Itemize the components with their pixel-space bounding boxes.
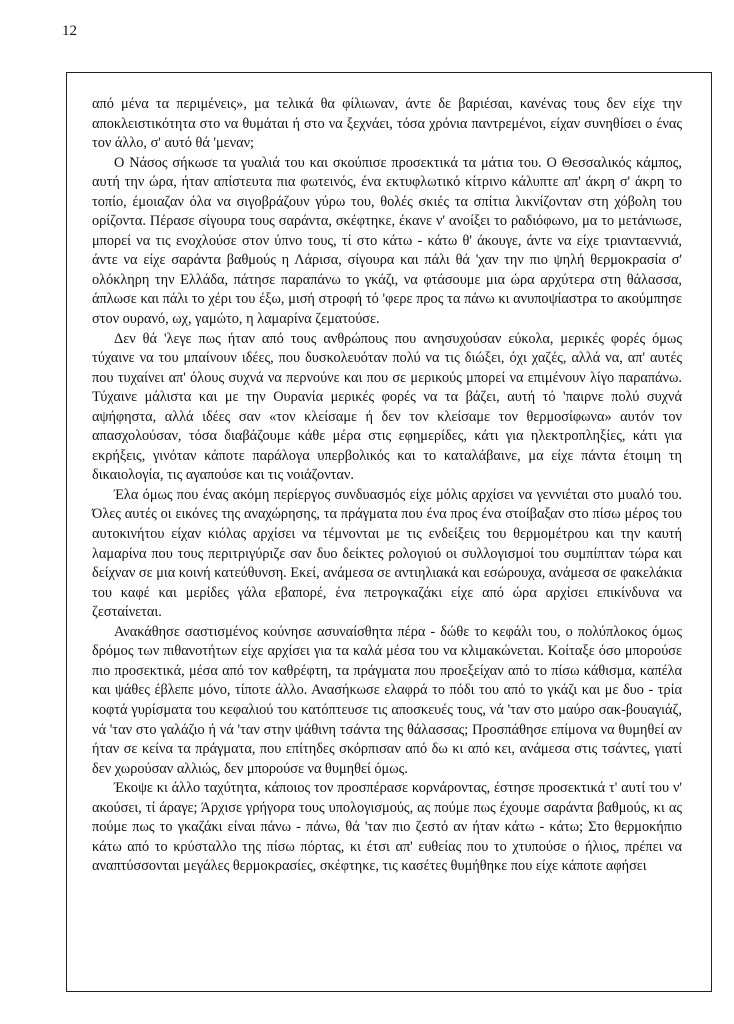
paragraph: Ο Νάσος σήκωσε τα γυαλιά του και σκούπισε προσεκτικά τα μάτια του. Ο Θεσσαλικός κάμπος, αυτή την ώρα, ήταν απίστευτα πια φωτεινός, ένα εκτυφλωτικό κίτρινο κάλυπτε απ' άκρη σ' άκρη το τοπίο, έμοιαζαν όλα να σιγοβράζουν γύρω του, θολές σκιές τα σπίτια λικνίζονταν στη χόβολη του ορίζοντα. Πέρασε σίγουρα τους σαράντα, σκέφτηκε, έκανε ν' ανοίξει το ραδιόφωνο, μα το μετάνιωσε, μπορεί να τις ενοχλούσε στον ύπνο τους, τί στο κάτω - κάτω θ' άκουγε, άντε να είχε τριανταεννιά, άντε να είχε σαράντα βαθμούς η Λάρισα, σίγουρα και πάλι θά 'χαν την πιο ψηλή θερμοκρασία σ' ολόκληρη την Ελλάδα, πάτησε παραπάνω το γκάζι, να φτάσουμε μια ώρα αρχύτερα στη θάλασσα, άπλωσε και πάλι το χέρι του έξω, μισή στροφή τό 'φερε προς τα πάνω κι ανυποψίαστρα το ακούμπησε στον ουρανό, ωχ, γαμώτο, η λαμαρίνα ζεματούσε. xyxy=(92,154,682,328)
body-text xyxy=(92,95,682,877)
paragraph: Δεν θά 'λεγε πως ήταν από τους ανθρώπους που ανησυχούσαν εύκολα, μερικές φορές όμως τύχαινε να του μπαίνουν ιδέες, που δυσκολευόταν πολύ να τις διώξει, όχι χαζές, αλλά να, απ' αυτές που τυχαίνει απ' όλους συχνά να περνούνε και που σε μερικούς μπορεί να επιμένουν λίγο παραπάνω. Τύχαινε μάλιστα και με την Ουρανία μερικές φορές να τα βάζει, αυτή τό 'παιρνε πολύ συχνά αψήφηστα, αλλά ιδέες σαν «τον κλείσαμε ή δεν τον κλείσαμε τον θερμοσίφωνα» αυτόν τον απασχολούσαν, τόσα διαβάζουμε κάθε μέρα στις εφημερίδες, κάτι για ηλεκτροπληξίες, κάτι για εκρήξεις, γινόταν κάποτε παράλογα υπερβολικός και το καταλάβαινε, μα είχε πάντα έτοιμη τη δικαιολογία, τις αγαπούσε και τις νοιάζονταν. xyxy=(92,330,682,484)
paragraph: Έκοψε κι άλλο ταχύτητα, κάποιος τον προσπέρασε κορνάροντας, έστησε προσεκτικά τ' αυτί του ν' ακούσει, τί άραγε; Άρχισε γρήγορα τους υπολογισμούς, ας πούμε πως έχουμε σαράντα βαθμούς, κι ας πούμε πως το γκαζάκι είναι πάνω - πάνω, θά 'ταν πιο ζεστό αν ήταν κάτω - κάτω; Στο θερμοκήπιο κάτω από το κρύσταλλο της πίσω πόρτας, κι έτσι απ' ευθείας που το χτυπούσε ο ήλιος, πρέπει να αναπτύσσονται μεγάλες θερμοκρασίες, σκέφτηκε, τις κασέτες θυμήθηκε που είχε κάποτε αφήσει xyxy=(92,780,682,875)
paragraph: Έλα όμως που ένας ακόμη περίεργος συνδυασμός είχε μόλις αρχίσει να γεννιέται στο μυαλό του. Όλες αυτές οι εικόνες της αναχώρησης, τα πράγματα που ένα προς ένα στοίβαξαν στο πίσω μέρος του αυτοκινήτου είχαν κιόλας αρχίσει να τέμνονται με τις ενδείξεις του θερμομέτρου και την καυτή λαμαρίνα που τους περιτριγύριζε σαν δυο δείκτες ρολογιού οι συλλογισμοί του συμπίπταν τώρα και δείχναν σε μια κοινή κατεύθυνση. Εκεί, ανάμεσα σε αντιηλιακά και εσώρουχα, ανάμεσα σε φακελάκια του καφέ και μερίδες γάλα εβαπορέ, ένα πετρογκαζάκι είχε από ώρα αρχίσει επικίνδυνα να ζεσταίνεται. xyxy=(92,486,682,621)
paragraph: από μένα τα περιμένεις», μα τελικά θα φίλιωναν, άντε δε βαριέσαι, κανένας τους δεν είχε την αποκλειστικότητα στο να θυμάται ή στο να ξεχνάει, τόσα χρόνια παντρεμένοι, είχαν συνηθίσει ο ένας τον άλλο, σ' αυτό θά 'μεναν; xyxy=(92,96,682,152)
paragraph: Ανακάθησε σαστισμένος κούνησε ασυναίσθητα πέρα - δώθε το κεφάλι του, ο πολύπλοκος όμως δρόμος των πιθανοτήτων είχε αρχίσει για τα καλά μέσα του να κλιμακώνεται. Κοίταξε όσο μπορούσε πιο προσεκτικά, μέσα από τον καθρέφτη, τα πράγματα που προεξείχαν από το πίσω κάθισμα, καπέλα και ψάθες έβλεπε μόνο, τίποτε άλλο. Ανασήκωσε ελαφρά το πόδι του από το γκάζι και με δυο - τρία κοφτά γυρίσματα του κεφαλιού του κατόπτευσε τις αποσκευές τους, νά 'ταν στο μαύρο σακ-βουαγιάζ, νά 'ταν στο γαλάζιο ή νά 'ταν στην ψάθινη τσάντα της θάλασσας; Προσπάθησε επίμονα να θυμηθεί αν ήταν σε κείνα τα πράγματα, που επίτηδες σκόρπισαν από δω κι από κει, ανάμεσα στις τσάντες, γιατί δεν χωρούσαν αλλιώς, δεν μπορούσε να θυμηθεί όμως. xyxy=(92,623,682,777)
page-number: 12 xyxy=(62,23,77,39)
